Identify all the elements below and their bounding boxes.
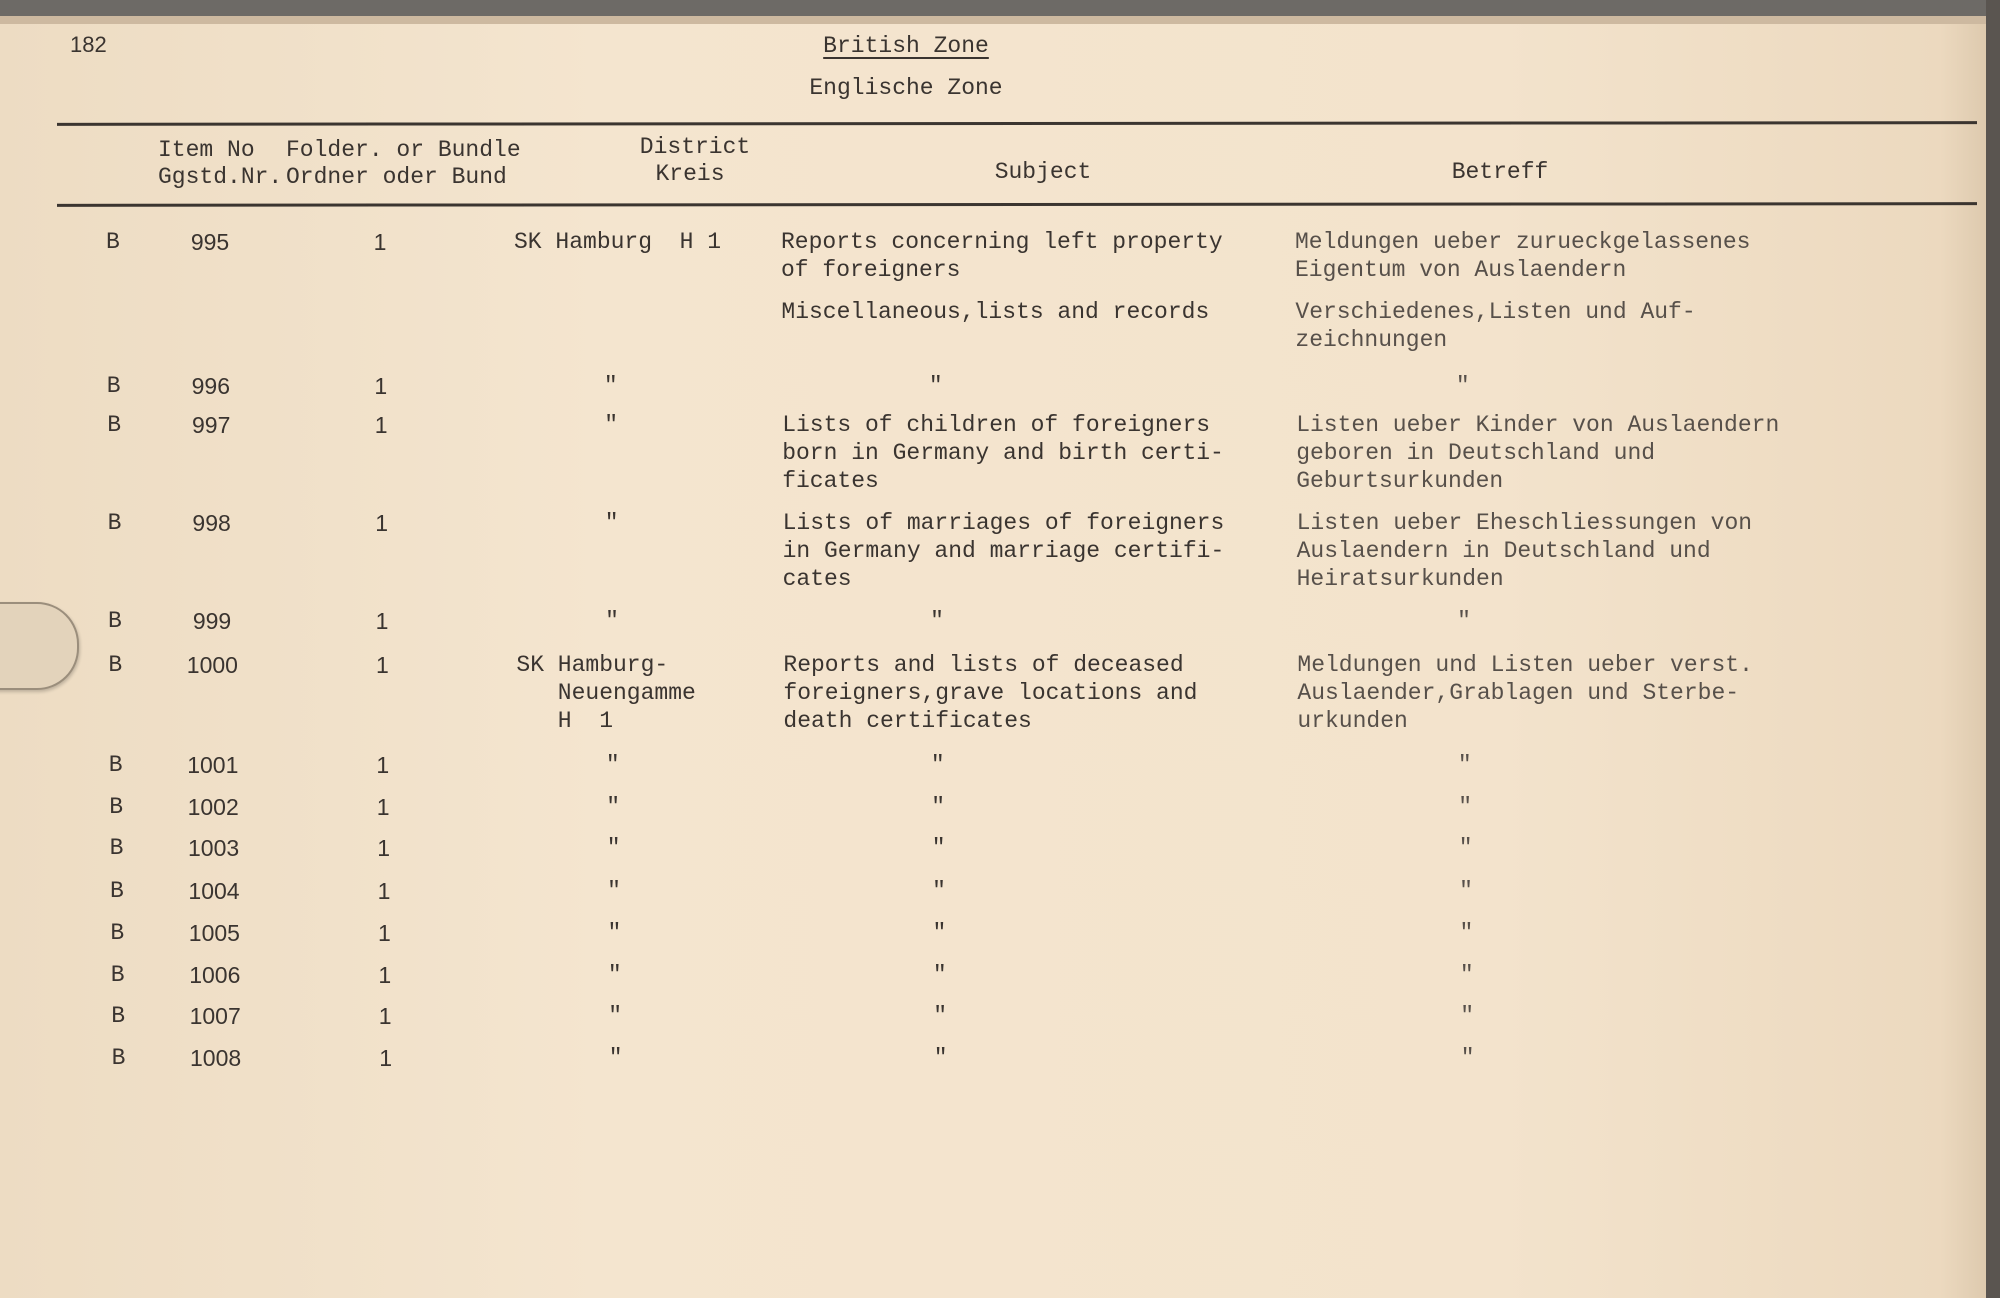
row-prefix: B bbox=[106, 229, 120, 255]
folder-count: 1 bbox=[378, 1003, 392, 1029]
item-number: 1002 bbox=[187, 794, 239, 820]
row-prefix: B bbox=[110, 920, 125, 946]
subject-line: Lists of marriages of foreigners bbox=[782, 510, 1225, 536]
district-ditto-mark: " bbox=[608, 1003, 623, 1029]
row-prefix: B bbox=[111, 1045, 126, 1071]
scan-top-shadow bbox=[0, 16, 2000, 24]
subject-ditto-mark: " bbox=[931, 835, 946, 861]
betreff-line: geboren in Deutschland und bbox=[1296, 440, 1656, 466]
betreff-ditto-mark: " bbox=[1460, 1003, 1475, 1029]
page-subtitle: Englische Zone bbox=[809, 75, 1003, 101]
item-number: 1003 bbox=[188, 835, 240, 861]
header-subject: Subject bbox=[994, 159, 1092, 185]
header-district: District bbox=[639, 134, 751, 160]
betreff-line: Meldungen ueber zurueckgelassenes bbox=[1295, 229, 1751, 255]
betreff-line: Auslaender,Grablagen und Sterbe- bbox=[1297, 680, 1740, 706]
header-district-de: Kreis bbox=[655, 161, 725, 187]
betreff-ditto-mark: " bbox=[1458, 794, 1473, 820]
district-ditto-mark: " bbox=[605, 752, 620, 778]
row-prefix: B bbox=[109, 794, 123, 820]
subject-line: foreigners,grave locations and bbox=[783, 680, 1198, 706]
item-number: 995 bbox=[190, 229, 230, 255]
item-number: 1005 bbox=[188, 920, 240, 946]
folder-count: 1 bbox=[377, 920, 391, 946]
district-ditto-mark: " bbox=[604, 510, 619, 536]
betreff-ditto-mark: " bbox=[1459, 920, 1474, 946]
betreff-ditto-mark: " bbox=[1459, 962, 1474, 988]
row-prefix: B bbox=[111, 1003, 125, 1029]
row-prefix: B bbox=[110, 962, 125, 988]
subject-line: in Germany and marriage certifi- bbox=[782, 538, 1225, 564]
row-prefix: B bbox=[110, 878, 124, 904]
district-ditto-mark: " bbox=[608, 1045, 623, 1071]
subject-ditto-mark: " bbox=[933, 1003, 948, 1029]
header-item-no-de: Ggstd.Nr. bbox=[158, 164, 283, 190]
item-number: 998 bbox=[192, 510, 231, 536]
betreff-line: Eigentum von Auslaendern bbox=[1295, 257, 1627, 283]
folder-count: 1 bbox=[377, 835, 390, 861]
folder-count: 1 bbox=[374, 373, 388, 399]
item-number: 1006 bbox=[189, 962, 241, 988]
header-folder: Folder. or Bundle bbox=[286, 137, 521, 163]
folder-count: 1 bbox=[375, 608, 389, 634]
row-prefix: B bbox=[109, 835, 124, 861]
row-prefix: B bbox=[107, 412, 121, 438]
header-folder-de: Ordner oder Bund bbox=[286, 164, 507, 190]
district-line: SK Hamburg- bbox=[516, 652, 669, 678]
betreff-ditto-mark: " bbox=[1457, 608, 1471, 634]
subject-line: ficates bbox=[782, 468, 879, 494]
subject-ditto-mark: " bbox=[931, 794, 946, 820]
betreff-line: Geburtsurkunden bbox=[1296, 468, 1504, 494]
district-ditto-mark: " bbox=[607, 878, 621, 904]
subject-line: born in Germany and birth certi- bbox=[782, 440, 1224, 466]
subject-line: death certificates bbox=[783, 708, 1032, 734]
item-number: 1004 bbox=[188, 878, 240, 904]
betreff-ditto-mark: " bbox=[1455, 373, 1470, 399]
district-line: SK Hamburg H 1 bbox=[514, 229, 722, 255]
betreff-line: Heiratsurkunden bbox=[1296, 566, 1504, 592]
betreff-ditto-mark: " bbox=[1459, 878, 1473, 904]
betreff-line: Auslaendern in Deutschland und bbox=[1296, 538, 1711, 564]
row-prefix: B bbox=[107, 510, 122, 536]
header-betreff: Betreff bbox=[1451, 159, 1549, 185]
subject-ditto-mark: " bbox=[932, 920, 947, 946]
item-number: 996 bbox=[191, 373, 230, 399]
betreff-ditto-mark: " bbox=[1458, 835, 1473, 861]
subject-ditto-mark: " bbox=[933, 1045, 948, 1071]
index-tab bbox=[0, 602, 79, 690]
scan-right-edge bbox=[1986, 0, 2000, 1298]
district-ditto-mark: " bbox=[605, 608, 619, 634]
betreff-ditto-mark: " bbox=[1457, 752, 1472, 778]
subject-line: Reports and lists of deceased bbox=[783, 652, 1184, 678]
item-number: 1007 bbox=[189, 1003, 241, 1029]
betreff-line: Listen ueber Kinder von Auslaendern bbox=[1296, 412, 1780, 438]
page-number: 182 bbox=[70, 32, 107, 57]
betreff-line: Meldungen und Listen ueber verst. bbox=[1297, 652, 1753, 678]
page-title: British Zone bbox=[823, 33, 989, 59]
betreff-line: Verschiedenes,Listen und Auf- bbox=[1295, 299, 1696, 325]
betreff-line: urkunden bbox=[1297, 708, 1408, 734]
betreff-line: Listen ueber Eheschliessungen von bbox=[1296, 510, 1753, 536]
item-number: 999 bbox=[192, 608, 232, 634]
folder-count: 1 bbox=[375, 510, 388, 536]
item-number: 1008 bbox=[190, 1045, 242, 1071]
folder-count: 1 bbox=[379, 1045, 392, 1071]
subject-ditto-mark: " bbox=[932, 962, 947, 988]
district-ditto-mark: " bbox=[607, 920, 622, 946]
item-number: 1001 bbox=[187, 752, 239, 778]
subject-line: cates bbox=[782, 566, 852, 592]
subject-line: Miscellaneous,lists and records bbox=[781, 299, 1210, 325]
district-ditto-mark: " bbox=[604, 412, 619, 438]
betreff-ditto-mark: " bbox=[1460, 1045, 1475, 1071]
district-line: H 1 bbox=[516, 708, 614, 734]
row-prefix: B bbox=[108, 652, 123, 678]
item-number: 1000 bbox=[186, 652, 238, 678]
item-number: 997 bbox=[192, 412, 231, 438]
subject-ditto-mark: " bbox=[930, 752, 945, 778]
row-prefix: B bbox=[108, 752, 123, 778]
folder-count: 1 bbox=[376, 752, 390, 778]
subject-ditto-mark: " bbox=[930, 608, 944, 634]
row-prefix: B bbox=[108, 608, 122, 634]
scan-top-edge bbox=[0, 0, 2000, 16]
betreff-line: zeichnungen bbox=[1295, 327, 1448, 353]
subject-line: of foreigners bbox=[781, 257, 961, 283]
header-item-no: Item No bbox=[158, 137, 255, 163]
district-ditto-mark: " bbox=[607, 962, 622, 988]
subject-ditto-mark: " bbox=[928, 373, 943, 399]
row-prefix: B bbox=[106, 373, 121, 399]
subject-line: Reports concerning left property bbox=[781, 229, 1223, 255]
folder-count: 1 bbox=[376, 794, 390, 820]
folder-count: 1 bbox=[375, 652, 389, 678]
district-ditto-mark: " bbox=[606, 794, 621, 820]
subject-line: Lists of children of foreigners bbox=[782, 412, 1211, 438]
subject-ditto-mark: " bbox=[932, 878, 946, 904]
folder-count: 1 bbox=[378, 962, 392, 988]
folder-count: 1 bbox=[377, 878, 391, 904]
folder-count: 1 bbox=[373, 229, 387, 255]
folder-count: 1 bbox=[374, 412, 388, 438]
district-ditto-mark: " bbox=[603, 373, 618, 399]
district-ditto-mark: " bbox=[606, 835, 621, 861]
district-line: Neuengamme bbox=[516, 680, 696, 706]
